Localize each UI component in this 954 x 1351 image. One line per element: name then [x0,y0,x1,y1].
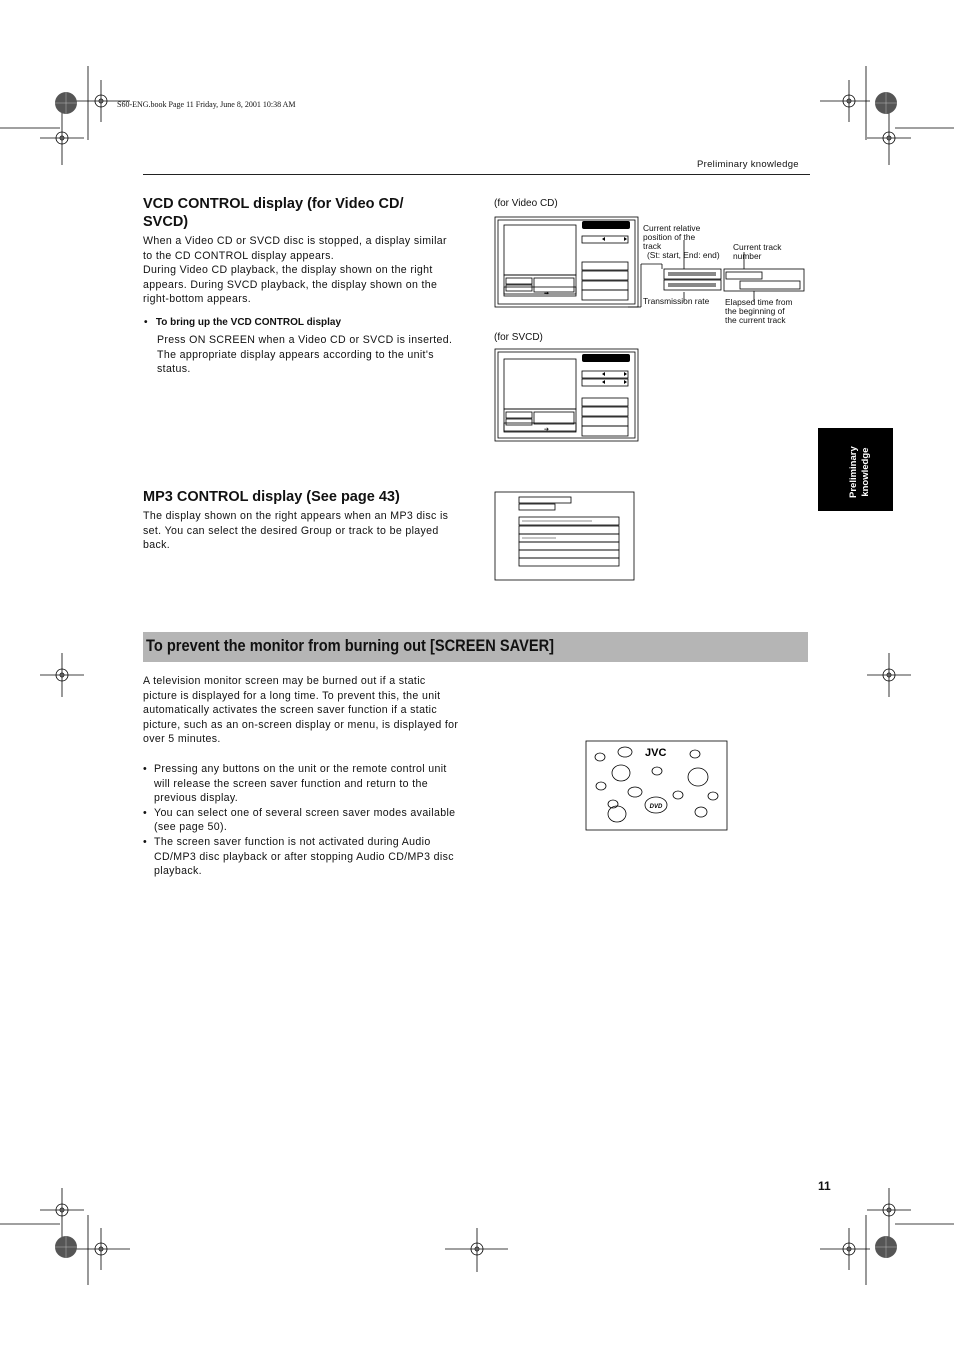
side-tab-text [848,446,872,498]
callout-relative-line1: Current relative [643,223,701,233]
callout-elapsed-time [725,298,793,325]
screensaver-bullet-3: • The screen saver function is not activated during Audio CD/MP3 disc playback or after stopping Audio CD/MP3 disc playback. [143,835,461,879]
side-tab-line2: knowledge [860,447,871,497]
screensaver-bullet-2: • You can select one of several screen saver modes available (see page 50). [143,806,461,835]
mp3-display-figure [494,491,636,582]
vcd-bullet-body: Press ON SCREEN when a Video CD or SVCD is inserted. The appropriate display appears according to the unit's status. [157,334,453,376]
svcd-control-label: SVCD CONTROL [586,356,626,362]
callout-elapsed-line2: the beginning of [725,306,785,316]
callout-track-line2: number [733,251,762,261]
screensaver-intro: A television monitor screen may be burned out if a static picture is displayed for a long time. To prevent this, the unit automatically activates the screen saver function if a static picture, such as an on-screen display or menu, is displayed for over 5 minutes. [143,675,459,746]
callout-transmission-rate: Transmission rate [643,296,710,306]
screensaver-bullet-1: • Pressing any buttons on the unit or the remote control unit will release the screen saver function and return to the previous display. [143,762,461,806]
svg-text:➔: ➔ [544,290,550,297]
header-rule [143,174,810,175]
vcd-section-title [143,195,404,231]
vcd-bullet-head: • To bring up the VCD CONTROL display [144,317,342,328]
side-tab-line1: Preliminary [848,446,859,498]
callout-relative-line4: (St: start, End: end) [647,250,720,260]
callout-elapsed-line3: the current track [725,315,786,325]
vcd-body [143,234,458,307]
video-cd-caption: (for Video CD) [494,198,558,209]
jvc-logo: JVC [645,747,667,759]
screensaver-bullets [143,762,461,879]
callout-track-number [733,243,781,261]
vcd-title-line2: SVCD) [143,214,189,230]
callout-relative-position [643,224,720,260]
dvd-logo: DVD [649,804,663,810]
page-number: 11 [818,1179,831,1193]
screensaver-figure [585,740,729,832]
screensaver-title: To prevent the monitor from burning out [SCREEN SAVER] [146,636,555,655]
callout-relative-line3: track [643,241,662,251]
vcd-bullet-head-text: To bring up the VCD CONTROL display [155,317,342,328]
mp3-body: The display shown on the right appears when an MP3 disc is set. You can select the desired Group or track to be played back. [143,510,449,552]
running-header: Preliminary knowledge [697,159,799,170]
vcd-control-label: VCD CONTROL [587,223,625,229]
callout-track-line1: Current track [733,242,782,252]
svcd-display-figure [494,348,642,444]
callout-relative-line2: position of the [643,232,696,242]
svcd-caption: (for SVCD) [494,332,543,343]
screensaver-banner [143,632,808,662]
svg-text:➔: ➔ [544,426,550,433]
side-tab [818,428,893,511]
vcd-para2: During Video CD playback, the display shown on the right appears. During SVCD playback, the display shown on the right-bottom appears. [143,264,438,306]
vcd-para1: When a Video CD or SVCD disc is stopped, a display similar to the CD CONTROL display appears. [143,235,447,262]
file-info: S60-ENG.book Page 11 Friday, June 8, 2001 10:38 AM [117,100,296,109]
callout-elapsed-line1: Elapsed time from [725,297,793,307]
mp3-section-title: MP3 CONTROL display (See page 43) [143,489,400,505]
vcd-title-line1: VCD CONTROL display (for Video CD/ [143,196,404,212]
